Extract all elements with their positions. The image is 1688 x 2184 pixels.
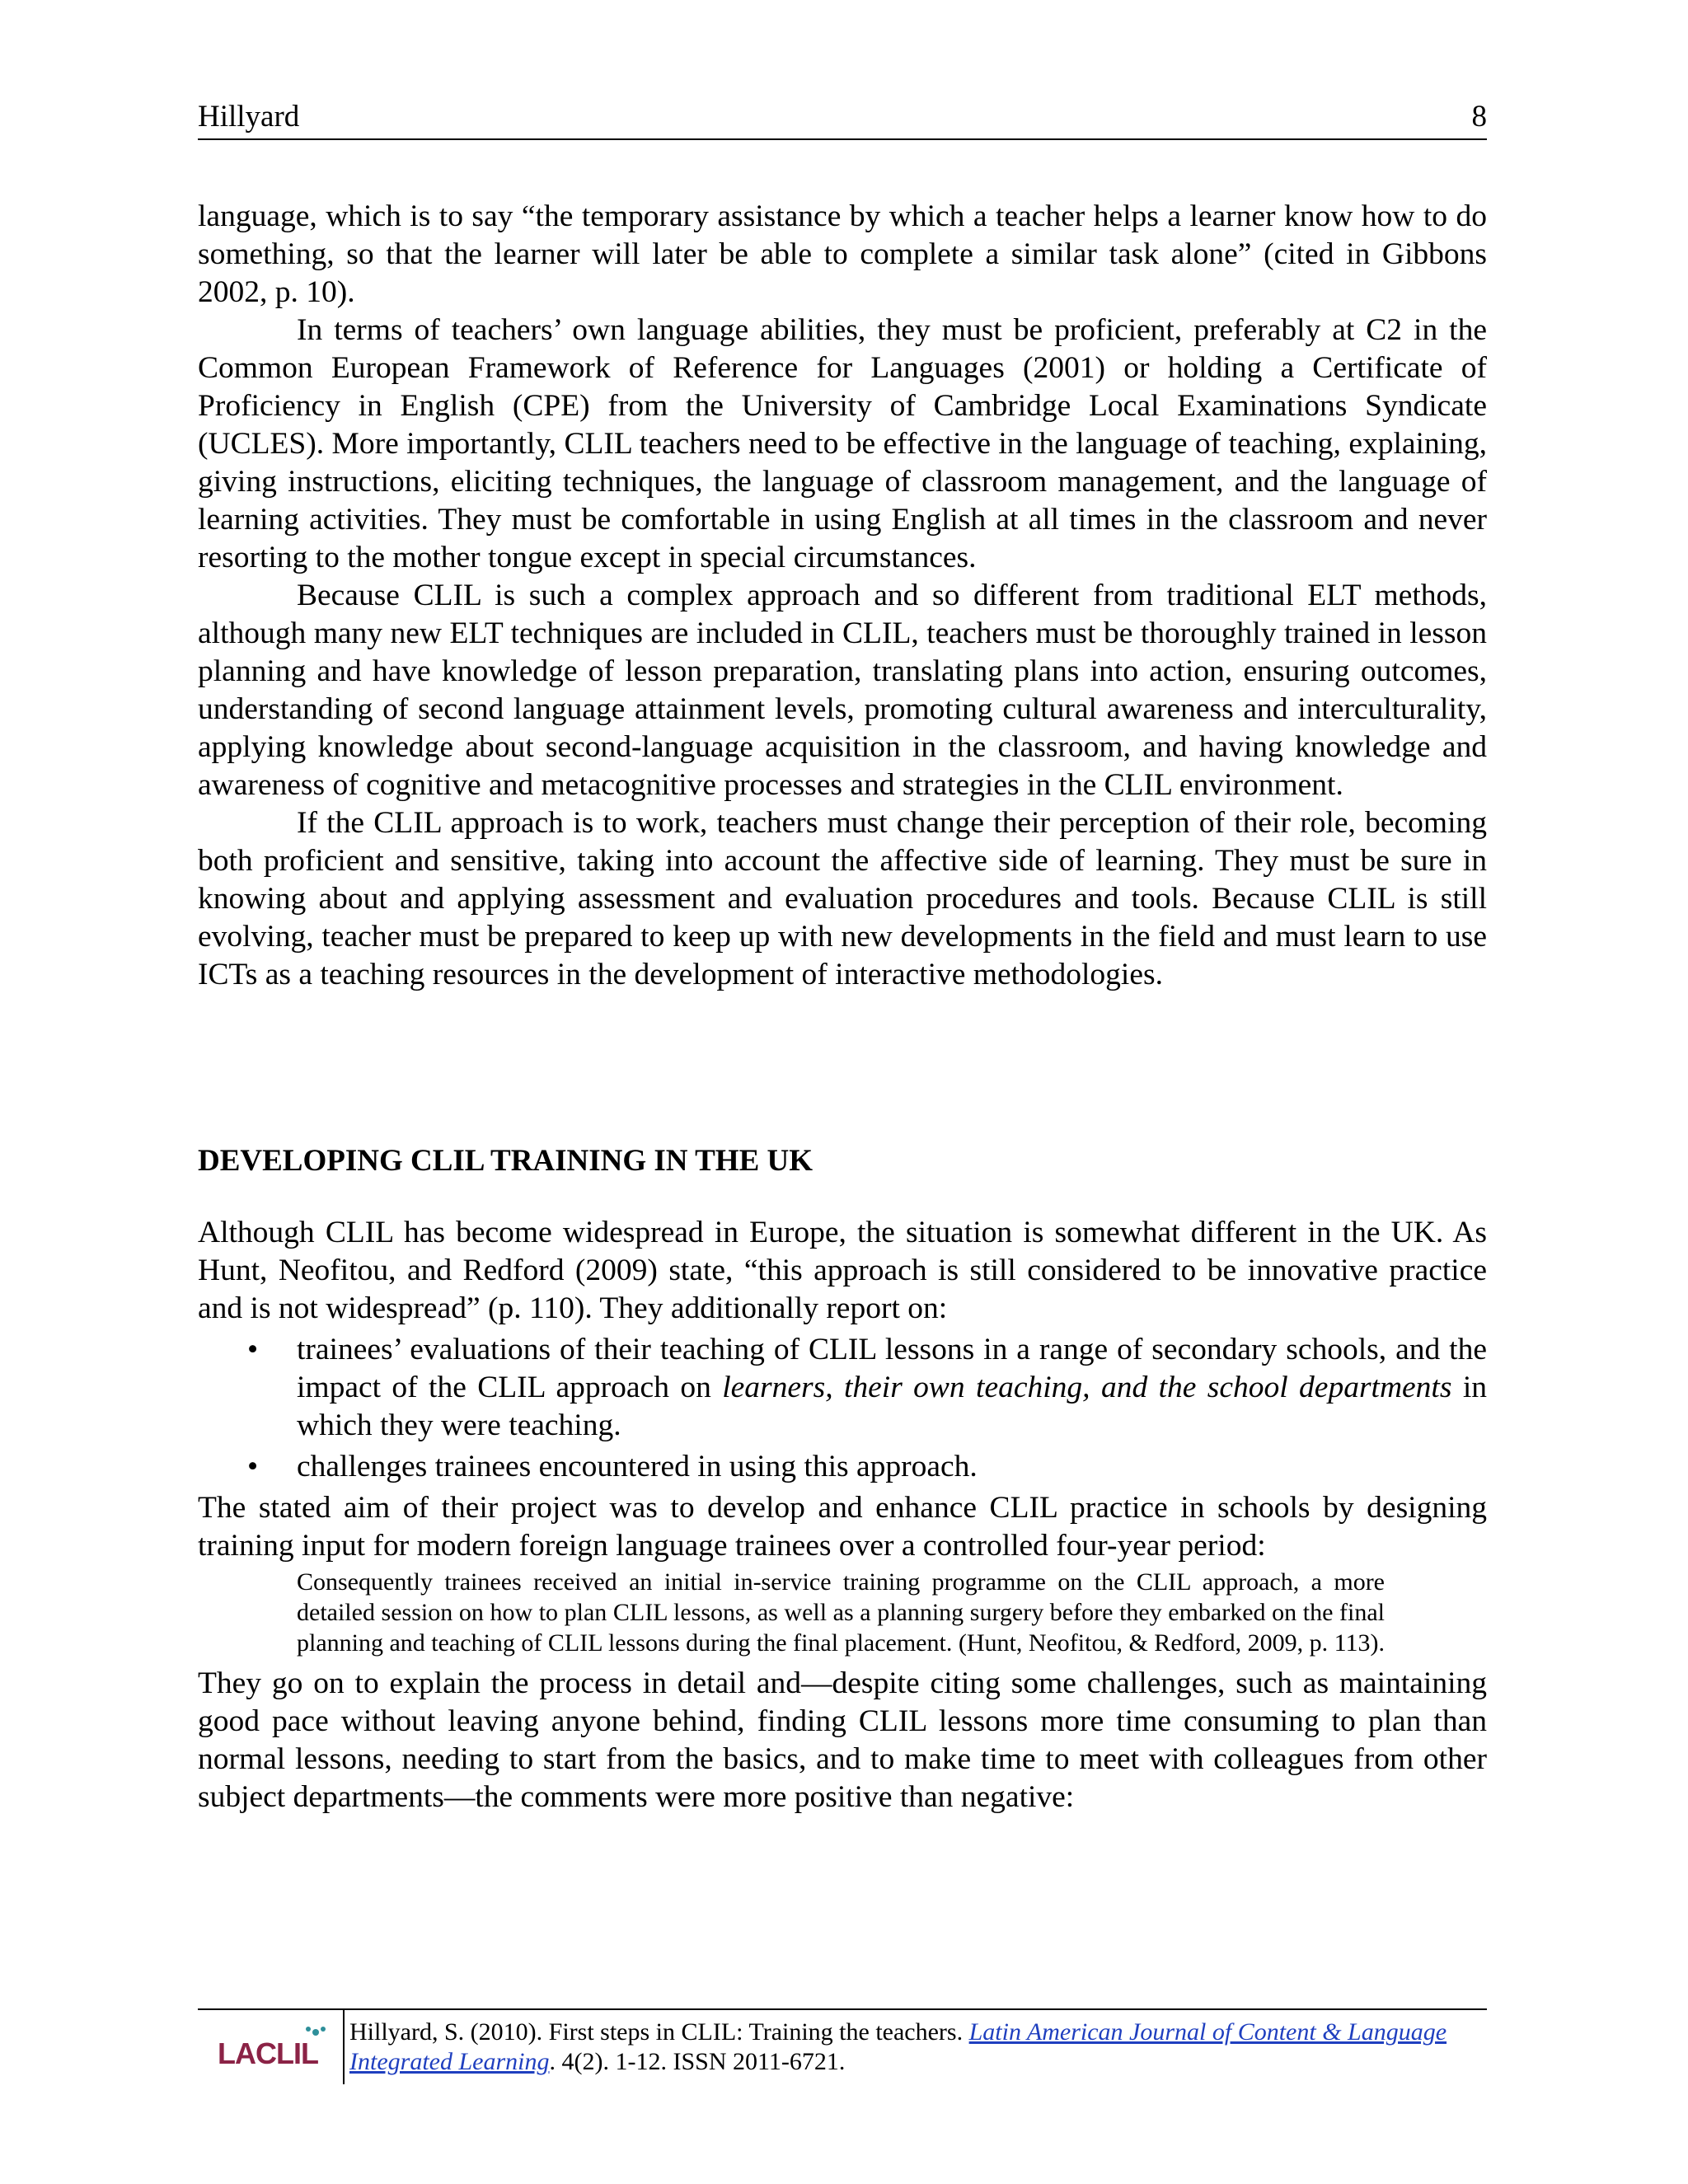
bullet-text-start: trainees’ evaluations of their teaching of CLIL lessons in a range of secondary schools, and the impact of the CLIL approach on [297,1333,1487,1404]
header-author: Hillyard [198,100,300,134]
bullet-icon: • [247,1450,259,1483]
aim-paragraph: The stated aim of their project was to develop and enhance CLIL practice in schools by designing training input for modern foreign language trainees over a controlled four-year period: [198,1491,1487,1563]
bullet-list [198,1331,1487,1486]
paragraph-language-abilities: In terms of teachers’ own language abilities, they must be proficient, preferably at C2 in the Common European Framework of Reference for Languages (2001) or holding a Certificate of Proficiency in English (CPE) from the University of Cambridge Local Examinations Syndicate (UCLES). More importantly, CLIL teachers need to be effective in the language of teaching, explaining, giving instructions, eliciting techniques, the language of classroom management, and the language of learning activities. They must be comfortable in using English at all times in the classroom and never resorting to the mother tongue except in special circumstances. [198,313,1487,574]
page-number: 8 [1471,100,1487,134]
closing-paragraph: They go on to explain the process in detail and—despite citing some challenges, such as maintaining good pace without leaving anyone behind, finding CLIL lessons more time consuming to plan than normal lessons, needing to start from the basics, and to make time to meet with colleagues from other subject departments—the comments were more positive than negative: [198,1666,1487,1814]
journal-link[interactable]: Latin American Journal of Content & Language Integrated Learning [349,2018,1447,2075]
list-item [198,1448,1487,1486]
section-body [198,1214,1487,1816]
laclil-logo-icon [216,2021,340,2079]
running-header [198,97,1487,140]
citation-start: Hillyard, S. (2010). First steps in CLIL: Training the teachers. [349,2018,969,2046]
block-quote: Consequently trainees received an initial in-service training programme on the CLIL approach, a more detailed session on how to plan CLIL lessons, as well as a planning surgery before they embarked on the final planning and teaching of CLIL lessons during the final placement. (Hunt, Neofitou, & Redford, 2009, p. 113). [297,1568,1385,1657]
paragraph-continued: language, which is to say “the temporary assistance by which a teacher helps a learner know how to do something, so that the learner will later be able to complete a similar task alone” (cited in Gibbons 2002, p. 10). [198,199,1487,309]
bullet-text-italic: learners, their own teaching, and the school departments [722,1371,1452,1404]
paragraph-role: If the CLIL approach is to work, teachers must change their perception of their role, becoming both proficient and sensitive, taking into account the affective side of learning. They must be sure in knowing about and applying assessment and evaluation procedures and tools. Because CLIL is still evolving, teacher must be prepared to keep up with new developments in the field and must learn to use ICTs as a teaching resources in the development of interactive methodologies. [198,806,1487,991]
bullet-text: challenges trainees encountered in using this approach. [297,1450,978,1483]
citation-end: . 4(2). 1-12. ISSN 2011-6721. [549,2048,846,2075]
section-heading: DEVELOPING CLIL TRAINING IN THE UK [198,1144,813,1178]
footer-divider [343,2008,345,2084]
paragraph-training: Because CLIL is such a complex approach and so different from traditional ELT methods, although many new ELT techniques are included in CLIL, teachers must be thoroughly trained in lesson planning and have knowledge of lesson preparation, translating plans into action, ensuring outcomes, understanding of second language attainment levels, promoting cultural awareness and interculturality, applying knowledge about second-language acquisition in the classroom, and having knowledge and awareness of cognitive and metacognitive processes and strategies in the CLIL environment. [198,579,1487,802]
list-item [198,1331,1487,1445]
footer-citation [349,2018,1487,2077]
bullet-icon: • [247,1333,259,1366]
footer-rule [198,2008,1487,2010]
section-intro: Although CLIL has become widespread in Europe, the situation is somewhat different in the UK. As Hunt, Neofitou, and Redford (2009) state, “this approach is still considered to be innovative practice and is not widespread” (p. 110). They additionally report on: [198,1216,1487,1325]
logo-text: LACLIL [218,2036,318,2070]
bullet-text-end: in which they were teaching. [297,1371,1488,1442]
body-text [198,198,1487,994]
